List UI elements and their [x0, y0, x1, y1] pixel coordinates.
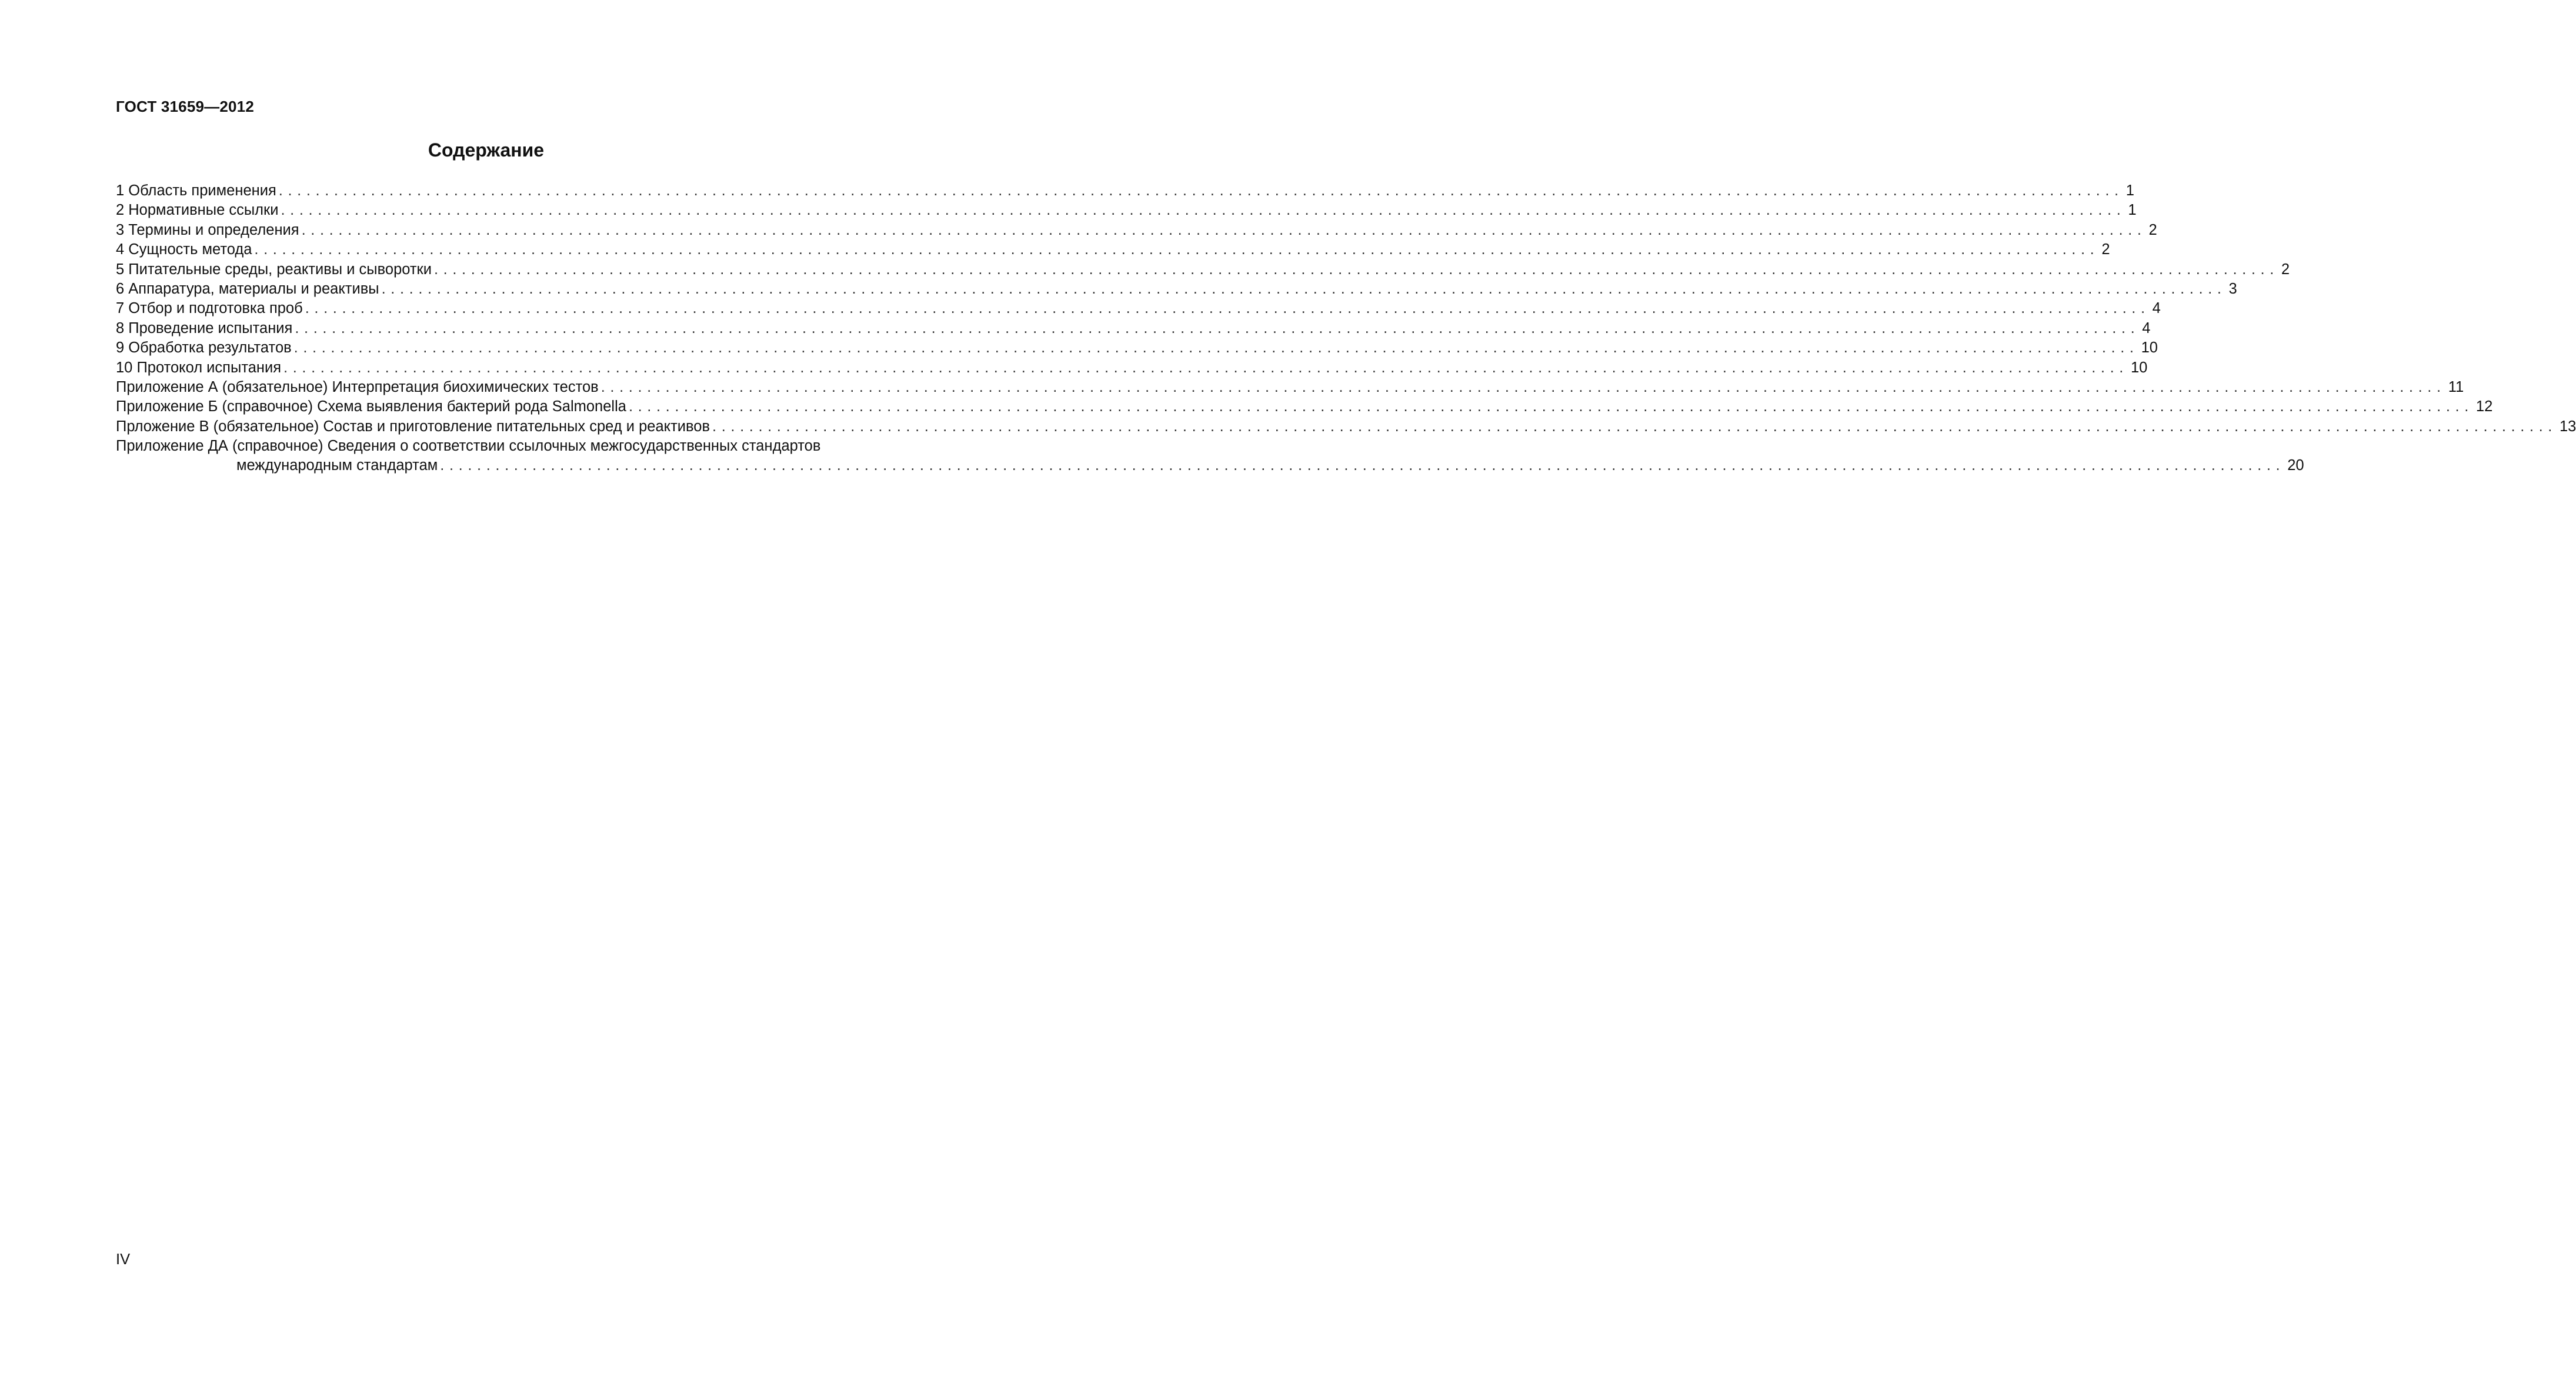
toc-entry-label: 1 Область применения — [116, 182, 276, 199]
dot-leader: ........................................................................................................................................................................................................ — [301, 221, 2147, 238]
toc-entry-label: 6 Аппаратура, материалы и реактивы — [116, 280, 379, 297]
toc-entry-label: 8 Проведение испытания — [116, 319, 293, 336]
toc-entry-continuation — [116, 456, 2304, 475]
dot-leader: ........................................................................................................................................................................................................ — [381, 280, 2227, 297]
toc-entry-label: 5 Питательные среды, реактивы и сыворотки — [116, 261, 432, 278]
toc-entry-page: 2 — [2148, 221, 2157, 238]
toc-entry-page: 20 — [2287, 457, 2304, 474]
dot-leader: ........................................................................................................................................................................................................ — [283, 359, 2128, 376]
document-code: ГОСТ 31659—2012 — [116, 98, 254, 115]
toc-entry[interactable] — [116, 240, 2110, 259]
dot-leader: ........................................................................................................................................................................................................ — [600, 378, 2446, 395]
page-number: IV — [116, 1251, 131, 1268]
toc-entry[interactable] — [116, 221, 2157, 240]
toc-entry[interactable] — [116, 358, 2148, 378]
toc-entry-page: 13 — [2559, 418, 2576, 435]
toc-entry[interactable] — [116, 299, 2161, 318]
toc-entry-page: 4 — [2142, 319, 2151, 336]
toc-entry-page: 11 — [2448, 378, 2464, 395]
toc-entry-page: 3 — [2228, 280, 2237, 297]
dot-leader: ........................................................................................................................................................................................................ — [433, 261, 2279, 278]
dot-leader: ........................................................................................................................................................................................................ — [295, 319, 2140, 336]
toc-entries — [116, 181, 2576, 437]
dot-leader: ........................................................................................................................................................................................................ — [254, 241, 2100, 258]
toc-entry-label: 3 Термины и определения — [116, 221, 299, 238]
toc-entry-label: Прложение В (обязательное) Состав и приготовление питательных сред и реактивов — [116, 418, 710, 435]
toc-entry-label: 9 Обработка результатов — [116, 339, 292, 357]
toc-entry-label: 10 Протокол испытания — [116, 359, 282, 376]
toc-entry-label: Приложение Б (справочное) Схема выявления бактерий рода Salmonella — [116, 398, 626, 415]
toc-entry[interactable] — [116, 417, 2576, 437]
toc-entry[interactable] — [116, 181, 2134, 201]
toc-entry[interactable] — [116, 260, 2290, 279]
toc-entry-page: 4 — [2152, 300, 2161, 317]
dot-leader: ........................................................................................................................................................................................................ — [278, 182, 2124, 199]
toc-entry-label: Приложение ДА (справочное) Сведения о соответствии ссылочных межгосударственных стандартов — [116, 438, 821, 455]
toc-title: Содержание — [428, 139, 545, 161]
dot-leader: ........................................................................................................................................................................................................ — [712, 418, 2557, 435]
dot-leader: ........................................................................................................................................................................................................ — [305, 300, 2150, 317]
toc-entry-label: 7 Отбор и подготовка проб — [116, 300, 303, 317]
toc-entry-label: 4 Сущность метода — [116, 241, 252, 258]
toc-entry-page: 10 — [2130, 359, 2148, 376]
toc-entry-annex-da[interactable] — [116, 437, 2304, 476]
dot-leader: ........................................................................................................................................................................................................ — [628, 398, 2474, 415]
toc-entry-page: 2 — [2101, 241, 2110, 258]
toc-entry[interactable] — [116, 338, 2158, 358]
toc-entry-page: 12 — [2475, 398, 2493, 415]
toc-entry[interactable] — [116, 378, 2464, 397]
toc-entry-page: 2 — [2281, 261, 2290, 278]
dot-leader: ........................................................................................................................................................................................................ — [293, 339, 2139, 357]
toc-entry[interactable] — [116, 319, 2151, 338]
dot-leader: ........................................................................................................................................................................................................ — [440, 457, 2285, 474]
toc-entry-page: 10 — [2141, 339, 2158, 357]
toc-entry-page: 1 — [2125, 182, 2134, 199]
toc-entry[interactable] — [116, 201, 2137, 220]
toc-entry[interactable] — [116, 397, 2493, 417]
table-of-contents — [116, 181, 2576, 476]
toc-entry-label: международным стандартам — [236, 457, 438, 474]
toc-entry[interactable] — [116, 279, 2237, 299]
toc-entry-label: Приложение А (обязательное) Интерпретация биохимических тестов — [116, 378, 599, 395]
dot-leader: ........................................................................................................................................................................................................ — [281, 202, 2126, 219]
toc-entry-label: 2 Нормативные ссылки — [116, 202, 279, 219]
toc-entry-page: 1 — [2128, 202, 2137, 219]
